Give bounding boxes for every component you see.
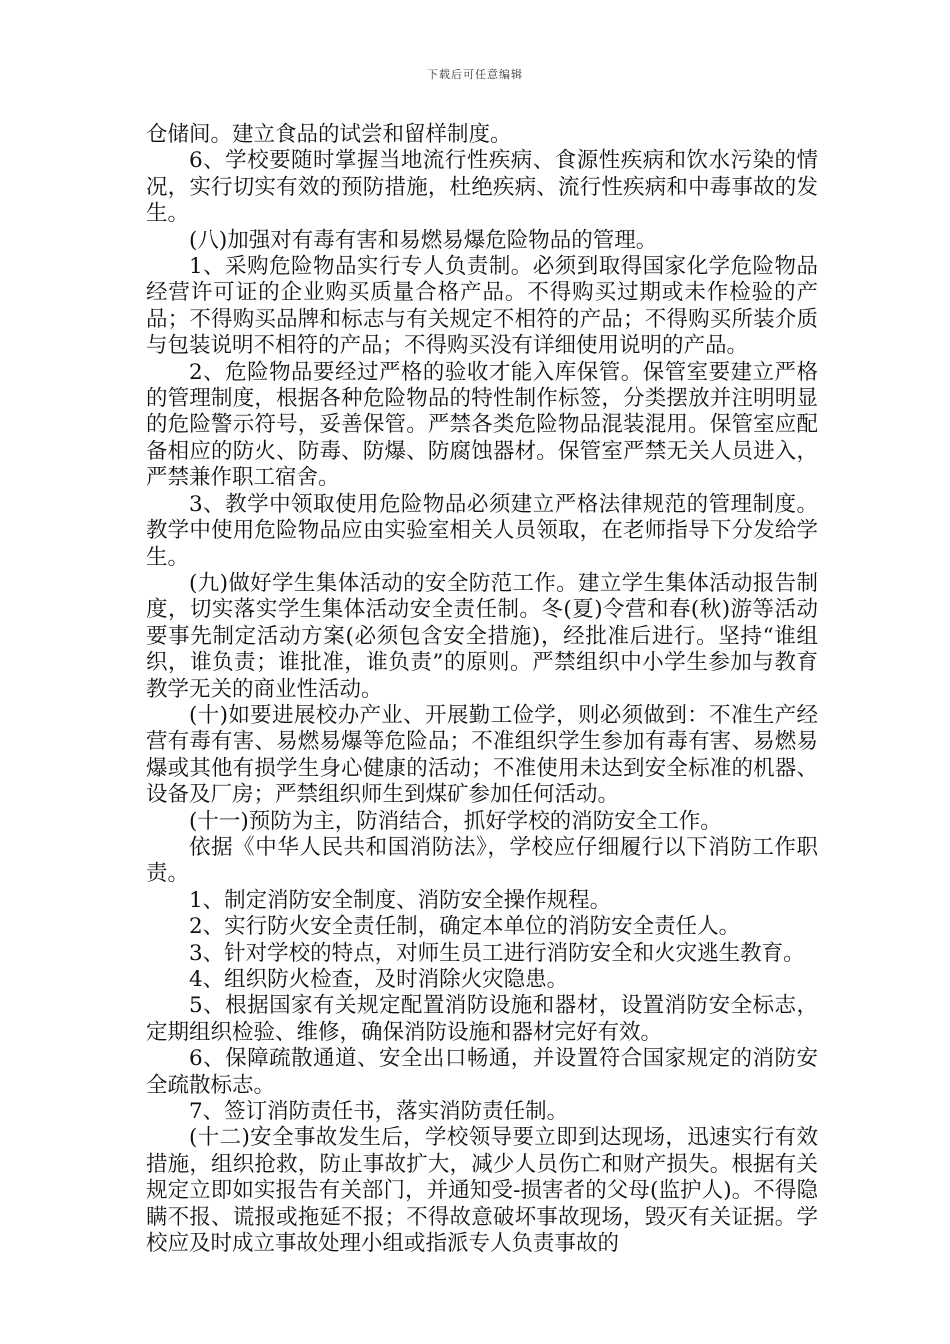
document-body [146, 122, 818, 1257]
page-header: 下载后可任意编辑 [427, 68, 523, 81]
paragraph: 仓储间。建立食品的试尝和留样制度。 [146, 122, 512, 147]
section-heading: (十一)预防为主，防消结合，抓好学校的消防安全工作。 [189, 808, 722, 834]
list-item: 1、制定消防安全制度、消防安全操作规程。 [189, 887, 612, 913]
section-heading: (八)加强对有毒有害和易燃易爆危险物品的管理。 [189, 227, 658, 253]
paragraph: 1、采购危险物品实行专人负责制。必须到取得国家化学危险物品经营许可证的企业购买质量合格产品。不得购买过期或未作检验的产品；不得购买品牌和标志与有关规定不相符的产品；不得购买所装介质与包装说明不相符的产品；不得购买没有详细使用说明的产品。 [146, 254, 818, 359]
list-item: 5、根据国家有关规定配置消防设施和器材，设置消防安全标志，定期组织检验、维修，确保消防设施和器材完好有效。 [146, 993, 818, 1045]
list-item: 3、针对学校的特点，对师生员工进行消防安全和火灾逃生教育。 [189, 940, 805, 966]
list-item: 2、实行防火安全责任制，确定本单位的消防安全责任人。 [189, 914, 741, 940]
paragraph: 3、教学中领取使用危险物品必须建立严格法律规范的管理制度。教学中使用危险物品应由实验室相关人员领取，在老师指导下分发给学生。 [146, 491, 818, 570]
list-item: 7、签订消防责任书，落实消防责任制。 [189, 1099, 569, 1125]
paragraph: 6、学校要随时掌握当地流行性疾病、食源性疾病和饮水污染的情况，实行切实有效的预防措施，杜绝疾病、流行性疾病和中毒事故的发生。 [146, 148, 818, 227]
section-heading: (十)如要进展校办产业、开展勤工俭学，则必须做到：不准生产经营有毒有害、易燃易爆等危险品；不准组织学生参加有毒有害、易燃易爆或其他有损学生身心健康的活动；不准使用未达到安全标准的机器、设备及厂房；严禁组织师生到煤矿参加任何活动。 [146, 702, 818, 808]
section-heading: (十二)安全事故发生后，学校领导要立即到达现场，迅速实行有效措施，组织抢救，防止事故扩大，减少人员伤亡和财产损失。根据有关规定立即如实报告有关部门，并通知受-损害者的父母(监护人)。不得隐瞒不报、谎报或拖延不报；不得故意破坏事故现场，毁灭有关证据。学校应及时成立事故处理小组或指派专人负责事故的 [146, 1125, 818, 1257]
section-heading: (九)做好学生集体活动的安全防范工作。建立学生集体活动报告制度，切实落实学生集体活动安全责任制。冬(夏)令营和春(秋)游等活动要事先制定活动方案(必须包含安全措施)，经批准后进行。坚持“谁组织，谁负责；谁批准，谁负责”的原则。严禁组织中小学生参加与教育教学无关的商业性活动。 [146, 570, 818, 702]
paragraph: 依据《中华人民共和国消防法》，学校应仔细履行以下消防工作职责。 [146, 834, 818, 887]
list-item: 4、组织防火检查，及时消除火灾隐患。 [189, 967, 569, 992]
paragraph: 2、危险物品要经过严格的验收才能入库保管。保管室要建立严格的管理制度，根据各种危险物品的特性制作标签，分类摆放并注明明显的危险警示符号，妥善保管。严禁各类危险物品混装混用。保管室应配备相应的防火、防毒、防爆、防腐蚀器材。保管室严禁无关人员进入，严禁兼作职工宿舍。 [146, 359, 818, 491]
list-item: 6、保障疏散通道、安全出口畅通，并设置符合国家规定的消防安全疏散标志。 [146, 1046, 818, 1098]
